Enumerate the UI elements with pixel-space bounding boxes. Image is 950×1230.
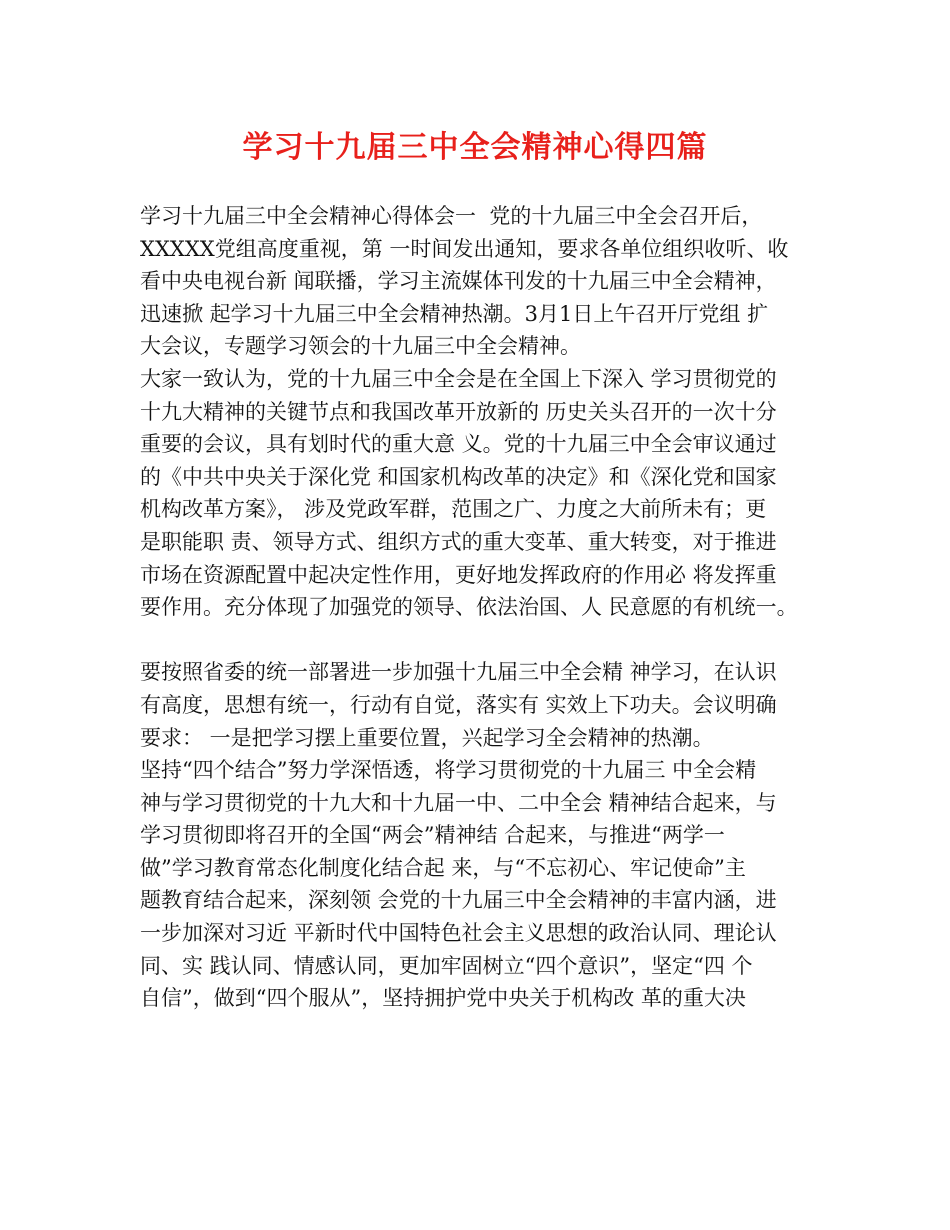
paragraph-gap: [140, 624, 840, 657]
paragraph: [140, 363, 840, 624]
text-line: 看中央电视台新 闻联播，学习主流媒体刊发的十九届三中全会精神，: [140, 269, 777, 294]
text-line: 要求： 一是把学习摆上重要位置，兴起学习全会精神的热潮。: [140, 725, 714, 750]
document-body: [140, 200, 840, 1015]
text-line: 重要的会议，具有划时代的重大意 义。党的十九届三中全会审议通过: [140, 432, 777, 457]
text-line: 神与学习贯彻党的十九大和十九届一中、二中全会 精神结合起来，与: [140, 790, 777, 815]
text-line: 大会议，专题学习领会的十九届三中全会精神。: [140, 334, 581, 359]
text-line: 的《中共中央关于深化党 和国家机构改革的决定》和《深化党和国家: [140, 464, 777, 489]
text-line: 一步加深对习近 平新时代中国特色社会主义思想的政治认同、理论认: [140, 921, 777, 946]
text-line: 迅速掀 起学习十九届三中全会精神热潮。3月1日上午召开厅党组 扩: [140, 301, 769, 326]
text-line: 有高度，思想有统一，行动有自觉，落实有 实效上下功夫。会议明确: [140, 692, 777, 717]
text-line: 要按照省委的统一部署进一步加强十九届三中全会精 神学习，在认识: [140, 660, 777, 685]
text-line: 十九大精神的关键节点和我国改革开放新的 历史关头召开的一次十分: [140, 399, 777, 424]
text-line: 题教育结合起来，深刻领 会党的十九届三中全会精神的丰富内涵，进: [140, 888, 777, 913]
text-line: 大家一致认为，党的十九届三中全会是在全国上下深入 学习贯彻党的: [140, 366, 777, 391]
text-line: 自信”，做到“四个服从”，坚持拥护党中央关于机构改 革的重大决: [140, 986, 746, 1011]
document-title: 学习十九届三中全会精神心得四篇: [242, 130, 708, 165]
text-line: 坚持“四个结合”努力学深悟透，将学习贯彻党的十九届三 中全会精: [140, 758, 757, 783]
text-line: 学习贯彻即将召开的全国“两会”精神结 合起来，与推进“两学一: [140, 823, 725, 848]
text-line: 要作用。充分体现了加强党的领导、依法治国、人 民意愿的有机统一。: [140, 595, 798, 620]
text-line: 做”学习教育常态化制度化结合起 来，与“不忘初心、牢记使命”主: [140, 855, 746, 880]
text-line: 同、实 践认同、情感认同，更加牢固树立“四个意识”，坚定“四 个: [140, 953, 753, 978]
paragraph: [140, 200, 840, 363]
text-line: 市场在资源配置中起决定性作用，更好地发挥政府的作用必 将发挥重: [140, 562, 777, 587]
paragraph: [140, 754, 840, 1015]
text-line: XXXXX党组高度重视，第 一时间发出通知，要求各单位组织收听、收: [140, 236, 789, 261]
text-line: 机构改革方案》， 涉及党政军群，范围之广、力度之大前所未有；更: [140, 497, 767, 522]
text-line: 是职能职 责、领导方式、组织方式的重大变革、重大转变，对于推进: [140, 529, 777, 554]
paragraph: [140, 656, 840, 754]
text-line: 学习十九届三中全会精神心得体会一 党的十九届三中全会召开后，: [140, 204, 763, 228]
